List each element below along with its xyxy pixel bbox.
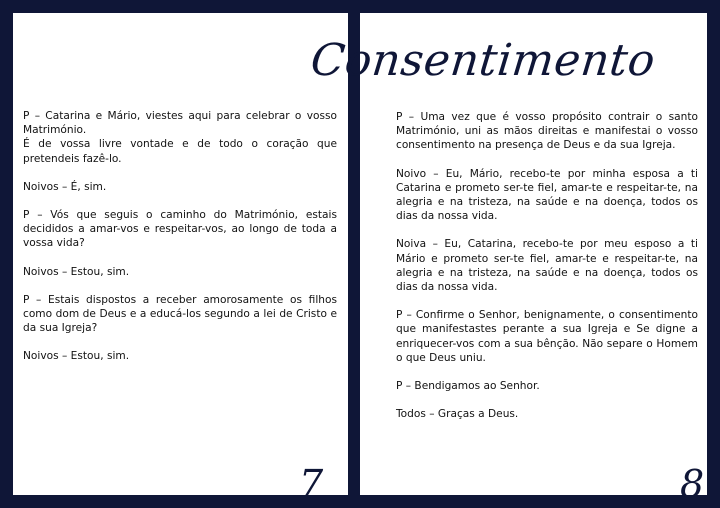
- left-paragraph: Noivos – É, sim.: [23, 180, 107, 193]
- left-paragraph: P – Catarina e Mário, viestes aqui para celebrar o vosso Matrimónio. É de vossa livre vontade e de todo o coração que pretendeis fazê-lo.: [23, 110, 337, 165]
- left-paragraph: Noivos – Estou, sim.: [23, 265, 130, 278]
- left-page-text: [23, 109, 337, 378]
- right-paragraph: P – Uma vez que é vosso propósito contrair o santo Matrimónio, uni as mãos direitas e manifestai o vosso consentimento na presença de Deus e da sua Igreja.: [396, 111, 698, 152]
- page-number-right: 8: [680, 462, 705, 506]
- right-paragraph: P – Bendigamos ao Senhor.: [396, 380, 540, 393]
- right-page-text: [396, 110, 698, 435]
- right-paragraph: P – Confirme o Senhor, benignamente, o consentimento que manifestastes perante a sua Igreja e Se digne a enriquecer-vos com a sua bênção. Não separe o Homem o que Deus uniu.: [396, 309, 698, 364]
- right-paragraph: Todos – Graças a Deus.: [396, 408, 519, 421]
- right-paragraph: Noiva – Eu, Catarina, recebo-te por meu esposo a ti Mário e prometo ser-te fiel, amar-te e respeitar-te, na alegria e na tristeza, na saúde e na doença, todos os dias da nossa vida.: [396, 238, 698, 294]
- left-page: [13, 13, 348, 506]
- right-page: [308, 13, 707, 506]
- left-paragraph: P – Vós que seguis o caminho do Matrimónio, estais decididos a amar-vos e respeitar-vos, ao longo de toda a vossa vida?: [23, 209, 337, 250]
- page-number-left: 7: [299, 462, 324, 506]
- right-paragraph: Noivo – Eu, Mário, recebo-te por minha esposa a ti Catarina e prometo ser-te fiel, amar-te e respeitar-te, na alegria e na tristeza, na saúde e na doença, todos os dias da nossa vida.: [396, 167, 698, 223]
- left-paragraph: Noivos – Estou, sim.: [23, 350, 130, 363]
- left-paragraph: P – Estais dispostos a receber amorosamente os filhos como dom de Deus e a educá-los segundo a lei de Cristo e da sua Igreja?: [23, 293, 337, 335]
- page-title: Consentimento: [308, 35, 658, 86]
